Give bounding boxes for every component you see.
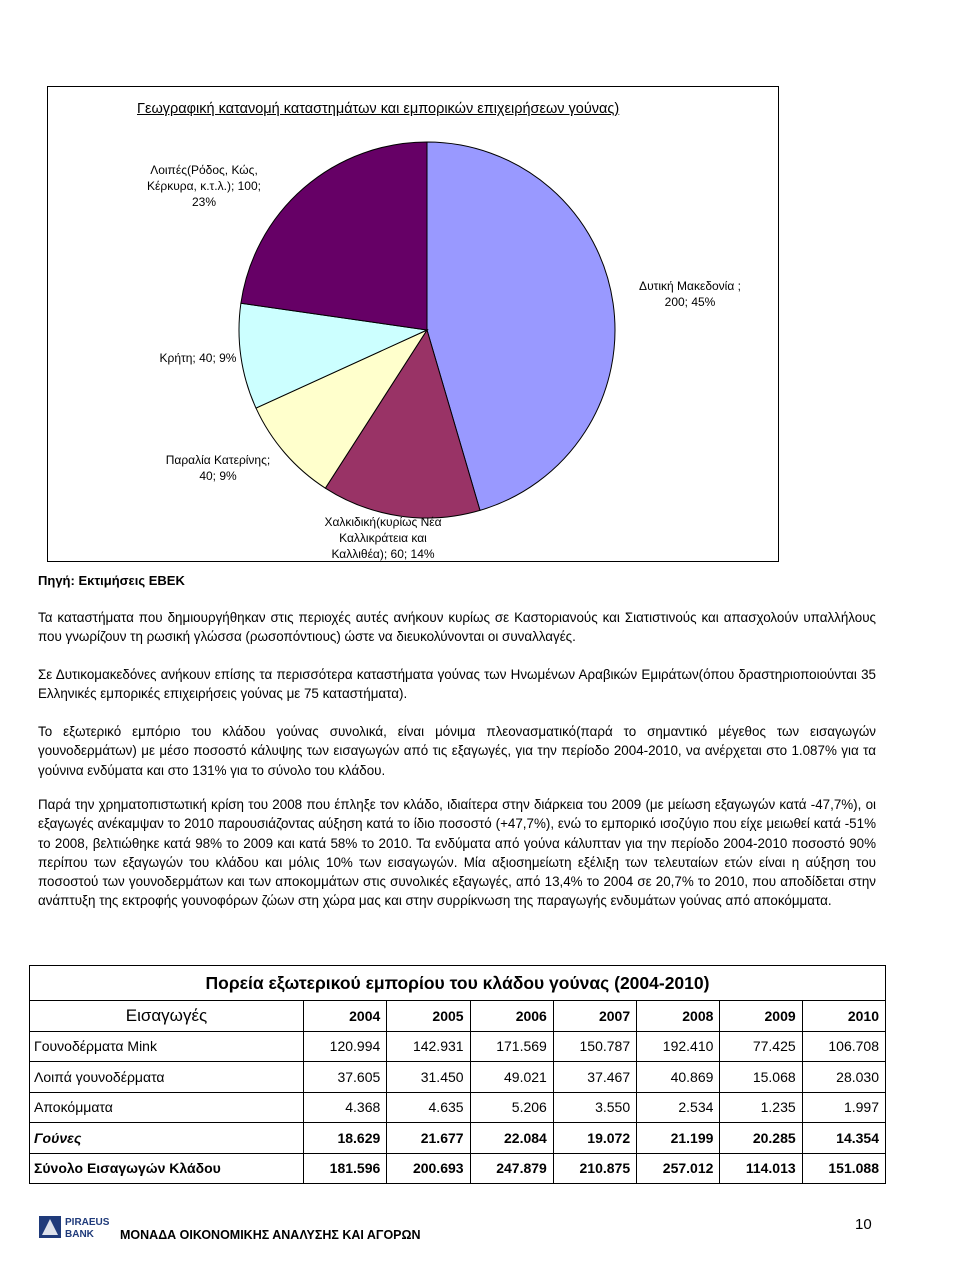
cell: 40.869 — [637, 1062, 720, 1093]
table-title: Πορεία εξωτερικού εμπορίου του κλάδου γούνας (2004-2010) — [30, 966, 886, 1001]
cell: 3.550 — [553, 1092, 636, 1123]
cell: 49.021 — [470, 1062, 553, 1093]
cell: 151.088 — [802, 1153, 885, 1184]
cell: 21.677 — [387, 1123, 470, 1154]
cell: 1.997 — [802, 1092, 885, 1123]
year-header: 2008 — [637, 1001, 720, 1032]
row-label: Αποκόμματα — [30, 1092, 304, 1123]
chart-title: Γεωγραφική κατανομή καταστημάτων και εμπορικών επιχειρήσεων γούνας) — [137, 101, 620, 117]
trade-table — [29, 965, 886, 1184]
cell: 22.084 — [470, 1123, 553, 1154]
cell: 18.629 — [304, 1123, 387, 1154]
table-row — [30, 1092, 886, 1123]
page-number: 10 — [855, 1216, 872, 1233]
label-chalkidiki: Χαλκιδική(κυρίως Νέα Καλλικράτεια και Καλλιθέα); 60; 14% — [324, 515, 442, 561]
row-label: Γουνοδέρματα Mink — [30, 1031, 304, 1062]
row-label: Γούνες — [30, 1123, 304, 1154]
year-header: 2006 — [470, 1001, 553, 1032]
year-header: 2004 — [304, 1001, 387, 1032]
footer-unit: ΜΟΝΑΔΑ ΟΙΚΟΝΟΜΙΚΗΣ ΑΝΑΛΥΣΗΣ ΚΑΙ ΑΓΟΡΩΝ — [120, 1228, 421, 1242]
label-paralia-katerinis: Παραλία Κατερίνης; 40; 9% — [165, 453, 271, 483]
cell: 28.030 — [802, 1062, 885, 1093]
label-crete: Κρήτη; 40; 9% — [159, 351, 237, 365]
cell: 120.994 — [304, 1031, 387, 1062]
cell: 210.875 — [553, 1153, 636, 1184]
cell: 37.605 — [304, 1062, 387, 1093]
paragraph-4: Παρά την χρηματοπιστωτική κρίση του 2008 που έπληξε τον κλάδο, ιδιαίτερα στην διάρκεια του 2009 (με μείωση εξαγωγών κατά -47,7%), οι εξαγωγές ανέκαμψαν το 2010 παρουσιάζοντας αύξηση κατά το ίδιο ποσοστό (+47,7%), ενώ το εμπορικό ισοζύγιο που είχε μειωθεί κατά -51% το 2008, βελτιώθηκε κατά 98% το 2009 και κατά 58% το 2010. Τα ενδύματα από γούνα κάλυπταν για την περίοδο 2004-2010 ποσοστό 90% περίπου των εξαγωγών του κλάδου και μόλις 10% των εισαγωγών. Μία αξιοσημείωτη εξέλιξη των τελευταίων ετών είναι η αύξηση του ποσοστού των γουνοδερμάτων και των αποκομμάτων στις συνολικές εξαγωγές, από 13,4% το 2004 σε 20,7% το 2010, που αποδίδεται στην ανάπτυξη της εκτροφής γουνοφόρων ζώων στη χώρα μας και στην συρρίκνωση της παραγωγής ενδυμάτων γούνας από αποκόμματα. — [38, 797, 876, 909]
table-header-label: Εισαγωγές — [30, 1001, 304, 1032]
row-label: Σύνολο Εισαγωγών Κλάδου — [30, 1153, 304, 1184]
paragraph-3: Το εξωτερικό εμπόριο του κλάδου γούνας συνολικά, είναι μόνιμα πλεονασματικό(παρά το σημαντικό μέγεθος των εισαγωγών γουνοδερμάτων) με μέσο ποσοστό κάλυψης των εισαγωγών από τις εξαγωγές, για την περίοδο 2004-2010, να ανέρχεται στο 1.087% για τα γούνινα ενδύματα και στο 131% για το σύνολο του κλάδου. — [38, 724, 876, 778]
cell: 114.013 — [720, 1153, 802, 1184]
cell: 171.569 — [470, 1031, 553, 1062]
pie-chart — [0, 0, 960, 600]
cell: 200.693 — [387, 1153, 470, 1184]
cell: 150.787 — [553, 1031, 636, 1062]
cell: 4.635 — [387, 1092, 470, 1123]
source-note: Πηγή: Εκτιμήσεις ΕΒΕΚ — [38, 573, 185, 588]
cell: 15.068 — [720, 1062, 802, 1093]
paragraph-1: Τα καταστήματα που δημιουργήθηκαν στις περιοχές αυτές ανήκουν κυρίως σε Καστοριανούς και Σιατιστινούς και απασχολούν υπαλλήλους που γνωρίζουν τη ρωσική γλώσσα (ρωσοπόντιους) ώστε να διευκολύνονται οι συναλλαγές. — [38, 610, 876, 645]
logo-line-1: PIRAEUS — [65, 1217, 110, 1228]
year-header: 2005 — [387, 1001, 470, 1032]
cell: 192.410 — [637, 1031, 720, 1062]
cell: 20.285 — [720, 1123, 802, 1154]
cell: 19.072 — [553, 1123, 636, 1154]
cell: 106.708 — [802, 1031, 885, 1062]
label-other: Λοιπές(Ρόδος, Κώς, Κέρκυρα, κ.τ.λ.); 100; 23% — [147, 163, 261, 209]
cell: 5.206 — [470, 1092, 553, 1123]
logo-line-2: BANK — [65, 1229, 94, 1240]
label-west-macedonia: Δυτική Μακεδονία ; 200; 45% — [639, 279, 741, 309]
cell: 2.534 — [637, 1092, 720, 1123]
table-row — [30, 1031, 886, 1062]
cell: 4.368 — [304, 1092, 387, 1123]
cell: 14.354 — [802, 1123, 885, 1154]
cell: 77.425 — [720, 1031, 802, 1062]
paragraph-2: Σε Δυτικομακεδόνες ανήκουν επίσης τα περισσότερα καταστήματα γούνας των Ηνωμένων Αραβικών Εμιράτων(όπου δραστηριοποιούνται 35 Ελληνικές εμπορικές επιχειρήσεις γούνας με 75 καταστήματα). — [38, 667, 876, 702]
year-header: 2009 — [720, 1001, 802, 1032]
table-row — [30, 1123, 886, 1154]
table-row — [30, 1153, 886, 1184]
cell: 37.467 — [553, 1062, 636, 1093]
piraeus-bank-logo — [38, 1213, 124, 1240]
year-header: 2010 — [802, 1001, 885, 1032]
cell: 31.450 — [387, 1062, 470, 1093]
cell: 1.235 — [720, 1092, 802, 1123]
cell: 257.012 — [637, 1153, 720, 1184]
cell: 142.931 — [387, 1031, 470, 1062]
cell: 21.199 — [637, 1123, 720, 1154]
row-label: Λοιπά γουνοδέρματα — [30, 1062, 304, 1093]
year-header: 2007 — [553, 1001, 636, 1032]
table-row — [30, 1062, 886, 1093]
cell: 181.596 — [304, 1153, 387, 1184]
cell: 247.879 — [470, 1153, 553, 1184]
